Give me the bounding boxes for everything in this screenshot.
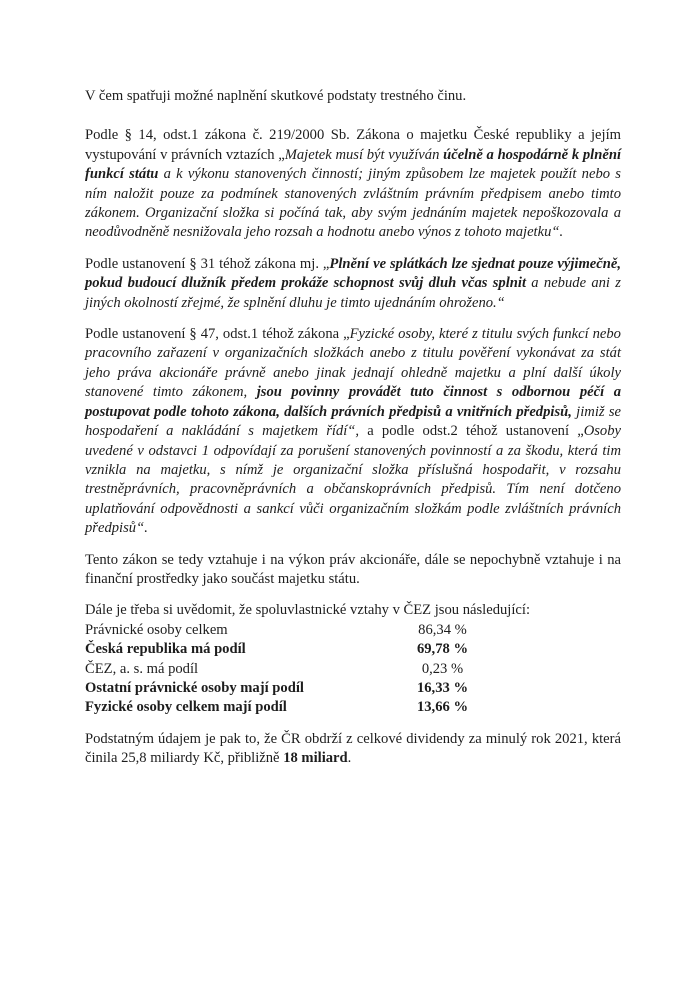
row-value: 13,66 % [416, 699, 469, 716]
row-label: Česká republika má podíl [85, 641, 246, 658]
paragraph-scope: Tento zákon se tedy vztahuje i na výkon práv akcionáře, dále se nepochybně vztahuje i na finanční prostředky jako součást majetku státu. [85, 551, 621, 587]
row-label: ČEZ, a. s. má podíl [85, 660, 199, 677]
emphasized-quote: Plnění ve splátkách lze sjednat pouze výjimečně, pokud budoucí dlužník předem prokáže schopnost svůj dluh včas splnit [85, 255, 621, 292]
emphasized-quote: účelně a hospodárně k plnění funkcí státu [85, 146, 621, 183]
statute-citation-47-odst2: a podle odst.2 téhož ustanovení „ [359, 423, 584, 440]
emphasized-quote: jsou povinny provádět tuto činnost s odbornou péčí a postupovat podle tohoto zákona, dalších právních předpisů a vnitřních předpisů, [85, 384, 622, 420]
row-value: 16,33 % [416, 679, 469, 696]
ownership-table [85, 601, 621, 717]
row-value: 0,23 % [421, 660, 464, 677]
quoted-text: a nebude ani z jiných okolností zřejmé, že splnění dluhu je timto ujednáním ohroženo.“ [85, 275, 621, 311]
row-label: Právnické osoby celkem [85, 621, 228, 638]
quoted-text: a k výkonu stanovených činností; jiným způsobem lze majetek použít nebo s ním naložit pouze za podmínek stanovených zvláštním právním předpisem anebo timto zákonem. Organizační složka si počíná tak, aby svým jednáním majetek nepoškozovala a neodůvodněně nesnižovala jeho rozsah a hodnotu anebo výnos z tohoto majetku“. [85, 166, 621, 241]
document-title: V čem spatřuji možné naplnění skutkové podstaty trestného činu. [85, 88, 467, 104]
row-value: 69,78 % [416, 641, 469, 658]
table-row [85, 660, 621, 679]
paragraph-dividend [85, 730, 621, 769]
statute-citation-47: Podle ustanovení § 47, odst.1 téhož zákona „ [85, 326, 350, 343]
table-row [85, 698, 621, 717]
paragraph-section-47 [85, 325, 621, 538]
table-row [85, 679, 621, 698]
dividend-text: Podstatným údajem je pak to, že ČR obdrží z celkové dividendy za minulý rok 2021, která činila 25,8 miliardy Kč, přibližně [85, 730, 621, 767]
table-row [85, 621, 621, 640]
paragraph-section-14 [85, 126, 621, 242]
statute-citation-14: Podle § 14, odst.1 zákona č. 219/2000 Sb. Zákona o majetku České republiky a jejím vystupování v právních vztazích „ [85, 127, 621, 163]
quoted-text: Osoby uvedené v odstavci 1 odpovídají za porušení stanovených povinností a za škodu, která tim vznikla na majetku, s nímž je organizační složka příslušná hospodařit, v rozsahu trestněprávních, pracovněprávních a občanskoprávních předpisů. Tím není dotčeno uplatňování odpovědnosti a sankcí vůči organizačním složkám podle zvláštních právních předpisů“. [85, 423, 622, 537]
dividend-text-end: . [347, 750, 352, 767]
table-row [85, 640, 621, 659]
row-label: Ostatní právnické osoby mají podíl [85, 679, 304, 696]
ownership-intro: Dále je třeba si uvědomit, že spoluvlastnické vztahy v ČEZ jsou následující: [85, 602, 530, 619]
quoted-text: jimiž se hospodaření a nakládání s majetkem řídí“, [85, 403, 621, 440]
document-content [85, 87, 621, 769]
paragraph-section-31 [85, 255, 621, 313]
statute-citation-31: Podle ustanovení § 31 téhož zákona mj. „ [85, 255, 330, 272]
dividend-amount: 18 miliard [283, 750, 348, 767]
row-label: Fyzické osoby celkem mají podíl [85, 699, 287, 716]
quoted-text: Fyzické osoby, které z titulu svých funkcí nebo pracovního zařazení v organizačních složkách anebo z titulu pověření vykonávat za stát jeho práva akcionáře právně anebo jinak jednají ohledně majetku a plní další úkoly stanovené timto zákonem, [85, 326, 621, 401]
quoted-text: Majetek musí být využíván [284, 146, 444, 163]
row-value: 86,34 % [418, 621, 467, 638]
